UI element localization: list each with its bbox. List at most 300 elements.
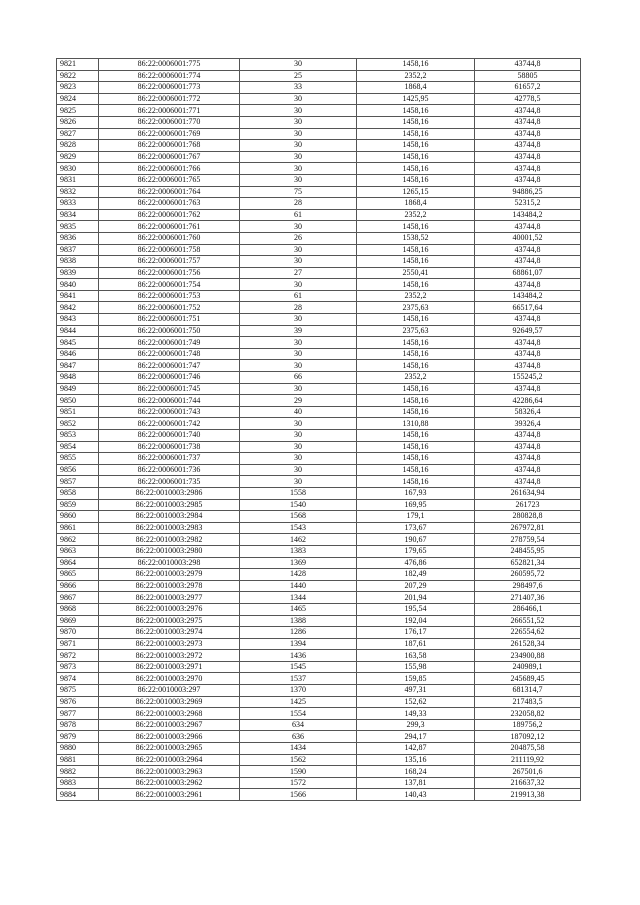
cell-total-value: 189756,2	[475, 719, 581, 731]
cell-unit-value: 192,04	[357, 615, 475, 627]
cell-area: 30	[240, 59, 357, 71]
table-row	[57, 545, 581, 557]
cell-total-value: 52315,2	[475, 198, 581, 210]
cell-total-value: 42286,64	[475, 395, 581, 407]
cell-area: 66	[240, 372, 357, 384]
cell-area: 30	[240, 383, 357, 395]
cell-area: 30	[240, 360, 357, 372]
cell-unit-value: 1458,16	[357, 174, 475, 186]
cell-area: 30	[240, 174, 357, 186]
cell-total-value: 260595,72	[475, 569, 581, 581]
cell-cadastral-number: 86:22:0006001:740	[99, 430, 240, 442]
cell-cadastral-number: 86:22:0006001:770	[99, 116, 240, 128]
cell-row-number: 9822	[57, 70, 99, 82]
cell-area: 30	[240, 93, 357, 105]
cell-total-value: 43744,8	[475, 59, 581, 71]
cell-cadastral-number: 86:22:0006001:772	[99, 93, 240, 105]
table-row	[57, 163, 581, 175]
cell-unit-value: 1868,4	[357, 198, 475, 210]
cell-unit-value: 1458,16	[357, 464, 475, 476]
cell-unit-value: 2352,2	[357, 70, 475, 82]
table-row	[57, 186, 581, 198]
table-row	[57, 267, 581, 279]
cell-row-number: 9837	[57, 244, 99, 256]
cell-total-value: 43744,8	[475, 116, 581, 128]
cell-area: 30	[240, 314, 357, 326]
cell-total-value: 261528,34	[475, 638, 581, 650]
cell-row-number: 9870	[57, 627, 99, 639]
cell-cadastral-number: 86:22:0006001:749	[99, 337, 240, 349]
cell-total-value: 43744,8	[475, 441, 581, 453]
cell-unit-value: 2375,63	[357, 302, 475, 314]
cell-row-number: 9821	[57, 59, 99, 71]
cell-row-number: 9847	[57, 360, 99, 372]
cell-area: 1369	[240, 557, 357, 569]
table-row	[57, 627, 581, 639]
cell-row-number: 9827	[57, 128, 99, 140]
cell-unit-value: 1458,16	[357, 244, 475, 256]
cell-total-value: 43744,8	[475, 174, 581, 186]
cell-total-value: 43744,8	[475, 279, 581, 291]
table-row	[57, 198, 581, 210]
cell-cadastral-number: 86:22:0010003:297	[99, 685, 240, 697]
table-row	[57, 661, 581, 673]
cell-cadastral-number: 86:22:0006001:737	[99, 453, 240, 465]
cell-cadastral-number: 86:22:0006001:765	[99, 174, 240, 186]
cell-area: 1572	[240, 777, 357, 789]
cell-unit-value: 1458,16	[357, 279, 475, 291]
cell-cadastral-number: 86:22:0006001:742	[99, 418, 240, 430]
table-row	[57, 325, 581, 337]
cell-cadastral-number: 86:22:0006001:750	[99, 325, 240, 337]
cell-area: 30	[240, 430, 357, 442]
table-row	[57, 499, 581, 511]
cell-unit-value: 1458,16	[357, 383, 475, 395]
cell-row-number: 9863	[57, 545, 99, 557]
cell-row-number: 9831	[57, 174, 99, 186]
cell-unit-value: 159,85	[357, 673, 475, 685]
cell-row-number: 9829	[57, 151, 99, 163]
table-row	[57, 348, 581, 360]
cell-total-value: 40001,52	[475, 232, 581, 244]
cell-unit-value: 1265,15	[357, 186, 475, 198]
cell-cadastral-number: 86:22:0010003:2975	[99, 615, 240, 627]
cell-row-number: 9851	[57, 406, 99, 418]
cell-total-value: 267501,6	[475, 766, 581, 778]
cell-area: 1388	[240, 615, 357, 627]
table-row	[57, 719, 581, 731]
cell-area: 26	[240, 232, 357, 244]
cell-cadastral-number: 86:22:0006001:774	[99, 70, 240, 82]
table-row	[57, 766, 581, 778]
table-row	[57, 174, 581, 186]
cell-unit-value: 201,94	[357, 592, 475, 604]
cell-total-value: 43744,8	[475, 244, 581, 256]
cell-area: 30	[240, 476, 357, 488]
cell-area: 634	[240, 719, 357, 731]
cell-cadastral-number: 86:22:0006001:743	[99, 406, 240, 418]
cell-unit-value: 2352,2	[357, 209, 475, 221]
table-row	[57, 290, 581, 302]
cell-unit-value: 182,49	[357, 569, 475, 581]
cell-total-value: 226554,62	[475, 627, 581, 639]
cell-area: 29	[240, 395, 357, 407]
cell-total-value: 248455,95	[475, 545, 581, 557]
cell-total-value: 286466,1	[475, 603, 581, 615]
table-row	[57, 685, 581, 697]
cell-row-number: 9860	[57, 511, 99, 523]
cell-cadastral-number: 86:22:0010003:2982	[99, 534, 240, 546]
cell-row-number: 9854	[57, 441, 99, 453]
cell-row-number: 9828	[57, 140, 99, 152]
cell-row-number: 9824	[57, 93, 99, 105]
table-row	[57, 105, 581, 117]
cell-cadastral-number: 86:22:0006001:761	[99, 221, 240, 233]
cell-row-number: 9881	[57, 754, 99, 766]
table-row	[57, 314, 581, 326]
cell-cadastral-number: 86:22:0010003:2980	[99, 545, 240, 557]
cell-unit-value: 1458,16	[357, 360, 475, 372]
cell-row-number: 9879	[57, 731, 99, 743]
cell-row-number: 9823	[57, 82, 99, 94]
cell-cadastral-number: 86:22:0006001:751	[99, 314, 240, 326]
cell-row-number: 9883	[57, 777, 99, 789]
cell-cadastral-number: 86:22:0010003:2969	[99, 696, 240, 708]
table-row	[57, 789, 581, 801]
cell-cadastral-number: 86:22:0006001:763	[99, 198, 240, 210]
cell-cadastral-number: 86:22:0010003:2977	[99, 592, 240, 604]
table-row	[57, 232, 581, 244]
cell-area: 30	[240, 441, 357, 453]
cell-cadastral-number: 86:22:0010003:2963	[99, 766, 240, 778]
cell-total-value: 42778,5	[475, 93, 581, 105]
cell-cadastral-number: 86:22:0006001:752	[99, 302, 240, 314]
table-row	[57, 279, 581, 291]
cell-area: 1554	[240, 708, 357, 720]
cell-row-number: 9834	[57, 209, 99, 221]
cell-unit-value: 1458,16	[357, 116, 475, 128]
cell-area: 33	[240, 82, 357, 94]
table-row	[57, 430, 581, 442]
cell-total-value: 43744,8	[475, 464, 581, 476]
cell-area: 1568	[240, 511, 357, 523]
cell-unit-value: 1538,52	[357, 232, 475, 244]
table-row	[57, 209, 581, 221]
cell-total-value: 68861,07	[475, 267, 581, 279]
cell-total-value: 43744,8	[475, 383, 581, 395]
table-row	[57, 557, 581, 569]
cell-row-number: 9832	[57, 186, 99, 198]
table-row	[57, 638, 581, 650]
cell-unit-value: 2352,2	[357, 290, 475, 302]
cell-total-value: 43744,8	[475, 256, 581, 268]
cell-total-value: 652821,34	[475, 557, 581, 569]
cell-unit-value: 187,61	[357, 638, 475, 650]
cell-total-value: 266551,52	[475, 615, 581, 627]
table-row	[57, 592, 581, 604]
table-row	[57, 383, 581, 395]
table-row	[57, 70, 581, 82]
cell-area: 28	[240, 302, 357, 314]
cell-area: 1562	[240, 754, 357, 766]
cell-area: 1425	[240, 696, 357, 708]
cell-unit-value: 1458,16	[357, 221, 475, 233]
table-row	[57, 128, 581, 140]
cell-unit-value: 173,67	[357, 522, 475, 534]
table-row	[57, 140, 581, 152]
cell-row-number: 9852	[57, 418, 99, 430]
cell-area: 1428	[240, 569, 357, 581]
cell-cadastral-number: 86:22:0006001:775	[99, 59, 240, 71]
cell-cadastral-number: 86:22:0006001:738	[99, 441, 240, 453]
cell-unit-value: 168,24	[357, 766, 475, 778]
cell-row-number: 9848	[57, 372, 99, 384]
cell-unit-value: 1458,16	[357, 140, 475, 152]
table-row	[57, 337, 581, 349]
cell-row-number: 9844	[57, 325, 99, 337]
cell-row-number: 9857	[57, 476, 99, 488]
cell-row-number: 9846	[57, 348, 99, 360]
cell-unit-value: 2352,2	[357, 372, 475, 384]
cell-total-value: 219913,38	[475, 789, 581, 801]
cell-area: 1436	[240, 650, 357, 662]
cell-area: 30	[240, 418, 357, 430]
cell-total-value: 43744,8	[475, 453, 581, 465]
cell-row-number: 9880	[57, 743, 99, 755]
cell-row-number: 9858	[57, 487, 99, 499]
cell-area: 30	[240, 464, 357, 476]
cell-unit-value: 1310,88	[357, 418, 475, 430]
cell-area: 40	[240, 406, 357, 418]
cell-row-number: 9835	[57, 221, 99, 233]
cell-total-value: 43744,8	[475, 140, 581, 152]
table-row	[57, 93, 581, 105]
table-row	[57, 777, 581, 789]
cell-area: 28	[240, 198, 357, 210]
cell-cadastral-number: 86:22:0006001:768	[99, 140, 240, 152]
cell-unit-value: 1458,16	[357, 105, 475, 117]
table-row	[57, 487, 581, 499]
cell-total-value: 187092,12	[475, 731, 581, 743]
cell-cadastral-number: 86:22:0006001:754	[99, 279, 240, 291]
table-row	[57, 696, 581, 708]
cell-row-number: 9836	[57, 232, 99, 244]
cell-unit-value: 1458,16	[357, 406, 475, 418]
cell-area: 1465	[240, 603, 357, 615]
cell-area: 1286	[240, 627, 357, 639]
cell-unit-value: 1458,16	[357, 151, 475, 163]
cell-total-value: 61657,2	[475, 82, 581, 94]
cell-row-number: 9841	[57, 290, 99, 302]
cell-unit-value: 1458,16	[357, 256, 475, 268]
table-row	[57, 82, 581, 94]
cell-total-value: 143484,2	[475, 290, 581, 302]
table-row	[57, 754, 581, 766]
cell-total-value: 267972,81	[475, 522, 581, 534]
cell-cadastral-number: 86:22:0010003:2965	[99, 743, 240, 755]
cell-total-value: 58805	[475, 70, 581, 82]
cell-total-value: 681314,7	[475, 685, 581, 697]
cell-row-number: 9874	[57, 673, 99, 685]
cell-area: 1540	[240, 499, 357, 511]
cell-area: 61	[240, 209, 357, 221]
cell-total-value: 271407,36	[475, 592, 581, 604]
cell-area: 1394	[240, 638, 357, 650]
cell-row-number: 9826	[57, 116, 99, 128]
cell-row-number: 9849	[57, 383, 99, 395]
table-row	[57, 418, 581, 430]
table-row	[57, 244, 581, 256]
cell-row-number: 9865	[57, 569, 99, 581]
cell-row-number: 9873	[57, 661, 99, 673]
table-row	[57, 116, 581, 128]
cell-total-value: 261723	[475, 499, 581, 511]
cell-cadastral-number: 86:22:0010003:2986	[99, 487, 240, 499]
cell-unit-value: 179,65	[357, 545, 475, 557]
cell-row-number: 9862	[57, 534, 99, 546]
table-row	[57, 580, 581, 592]
cell-cadastral-number: 86:22:0010003:2979	[99, 569, 240, 581]
cell-unit-value: 1458,16	[357, 128, 475, 140]
table-row	[57, 406, 581, 418]
cell-row-number: 9850	[57, 395, 99, 407]
cell-cadastral-number: 86:22:0006001:767	[99, 151, 240, 163]
cell-area: 30	[240, 128, 357, 140]
cell-area: 1434	[240, 743, 357, 755]
cell-area: 75	[240, 186, 357, 198]
table-row	[57, 731, 581, 743]
cell-unit-value: 155,98	[357, 661, 475, 673]
cell-cadastral-number: 86:22:0006001:748	[99, 348, 240, 360]
cell-unit-value: 2550,41	[357, 267, 475, 279]
cell-row-number: 9877	[57, 708, 99, 720]
cell-row-number: 9869	[57, 615, 99, 627]
cell-unit-value: 195,54	[357, 603, 475, 615]
cell-cadastral-number: 86:22:0006001:744	[99, 395, 240, 407]
cell-unit-value: 207,29	[357, 580, 475, 592]
cell-unit-value: 1868,4	[357, 82, 475, 94]
cell-unit-value: 135,16	[357, 754, 475, 766]
cell-total-value: 280828,8	[475, 511, 581, 523]
table-row	[57, 522, 581, 534]
cell-cadastral-number: 86:22:0010003:2964	[99, 754, 240, 766]
cell-row-number: 9853	[57, 430, 99, 442]
document-page	[56, 58, 580, 801]
cell-unit-value: 2375,63	[357, 325, 475, 337]
cell-unit-value: 1458,16	[357, 395, 475, 407]
cell-total-value: 43744,8	[475, 360, 581, 372]
cell-cadastral-number: 86:22:0006001:766	[99, 163, 240, 175]
cell-row-number: 9882	[57, 766, 99, 778]
cell-total-value: 216637,32	[475, 777, 581, 789]
table-row	[57, 256, 581, 268]
table-row	[57, 372, 581, 384]
cell-cadastral-number: 86:22:0010003:2978	[99, 580, 240, 592]
cell-total-value: 92649,57	[475, 325, 581, 337]
cell-row-number: 9825	[57, 105, 99, 117]
cell-cadastral-number: 86:22:0010003:2983	[99, 522, 240, 534]
cell-area: 39	[240, 325, 357, 337]
cell-row-number: 9875	[57, 685, 99, 697]
cell-row-number: 9833	[57, 198, 99, 210]
cell-cadastral-number: 86:22:0010003:298	[99, 557, 240, 569]
cell-area: 1537	[240, 673, 357, 685]
cell-cadastral-number: 86:22:0006001:773	[99, 82, 240, 94]
cell-area: 30	[240, 163, 357, 175]
table-row	[57, 151, 581, 163]
cell-unit-value: 1458,16	[357, 337, 475, 349]
table-row	[57, 476, 581, 488]
cell-cadastral-number: 86:22:0006001:756	[99, 267, 240, 279]
table-row	[57, 673, 581, 685]
cell-area: 636	[240, 731, 357, 743]
cell-row-number: 9866	[57, 580, 99, 592]
cell-row-number: 9864	[57, 557, 99, 569]
cell-total-value: 43744,8	[475, 221, 581, 233]
cell-unit-value: 1458,16	[357, 430, 475, 442]
cell-row-number: 9868	[57, 603, 99, 615]
cell-total-value: 39326,4	[475, 418, 581, 430]
cell-total-value: 43744,8	[475, 337, 581, 349]
cell-cadastral-number: 86:22:0006001:746	[99, 372, 240, 384]
cell-unit-value: 1458,16	[357, 348, 475, 360]
cell-area: 25	[240, 70, 357, 82]
cell-cadastral-number: 86:22:0010003:2976	[99, 603, 240, 615]
cell-area: 1566	[240, 789, 357, 801]
cell-total-value: 43744,8	[475, 105, 581, 117]
cell-area: 30	[240, 105, 357, 117]
cell-unit-value: 137,81	[357, 777, 475, 789]
cell-area: 30	[240, 348, 357, 360]
cell-unit-value: 1425,95	[357, 93, 475, 105]
cell-row-number: 9878	[57, 719, 99, 731]
table-row	[57, 534, 581, 546]
table-row	[57, 59, 581, 71]
cell-row-number: 9839	[57, 267, 99, 279]
cell-cadastral-number: 86:22:0006001:735	[99, 476, 240, 488]
cell-cadastral-number: 86:22:0010003:2962	[99, 777, 240, 789]
cell-row-number: 9876	[57, 696, 99, 708]
cell-row-number: 9859	[57, 499, 99, 511]
cell-total-value: 94886,25	[475, 186, 581, 198]
cell-total-value: 298497,6	[475, 580, 581, 592]
cell-area: 1543	[240, 522, 357, 534]
cell-unit-value: 476,86	[357, 557, 475, 569]
cell-unit-value: 167,93	[357, 487, 475, 499]
cell-cadastral-number: 86:22:0006001:771	[99, 105, 240, 117]
cell-row-number: 9842	[57, 302, 99, 314]
table-row	[57, 441, 581, 453]
table-row	[57, 302, 581, 314]
cell-area: 1440	[240, 580, 357, 592]
cell-row-number: 9838	[57, 256, 99, 268]
cell-row-number: 9871	[57, 638, 99, 650]
cell-unit-value: 1458,16	[357, 441, 475, 453]
cell-area: 1383	[240, 545, 357, 557]
cell-total-value: 211119,92	[475, 754, 581, 766]
table-body	[57, 59, 581, 801]
cell-row-number: 9855	[57, 453, 99, 465]
cell-area: 27	[240, 267, 357, 279]
cell-row-number: 9840	[57, 279, 99, 291]
cell-cadastral-number: 86:22:0010003:2973	[99, 638, 240, 650]
cell-area: 30	[240, 337, 357, 349]
table-row	[57, 360, 581, 372]
cell-unit-value: 190,67	[357, 534, 475, 546]
cell-total-value: 43744,8	[475, 163, 581, 175]
cell-row-number: 9861	[57, 522, 99, 534]
cell-total-value: 143484,2	[475, 209, 581, 221]
